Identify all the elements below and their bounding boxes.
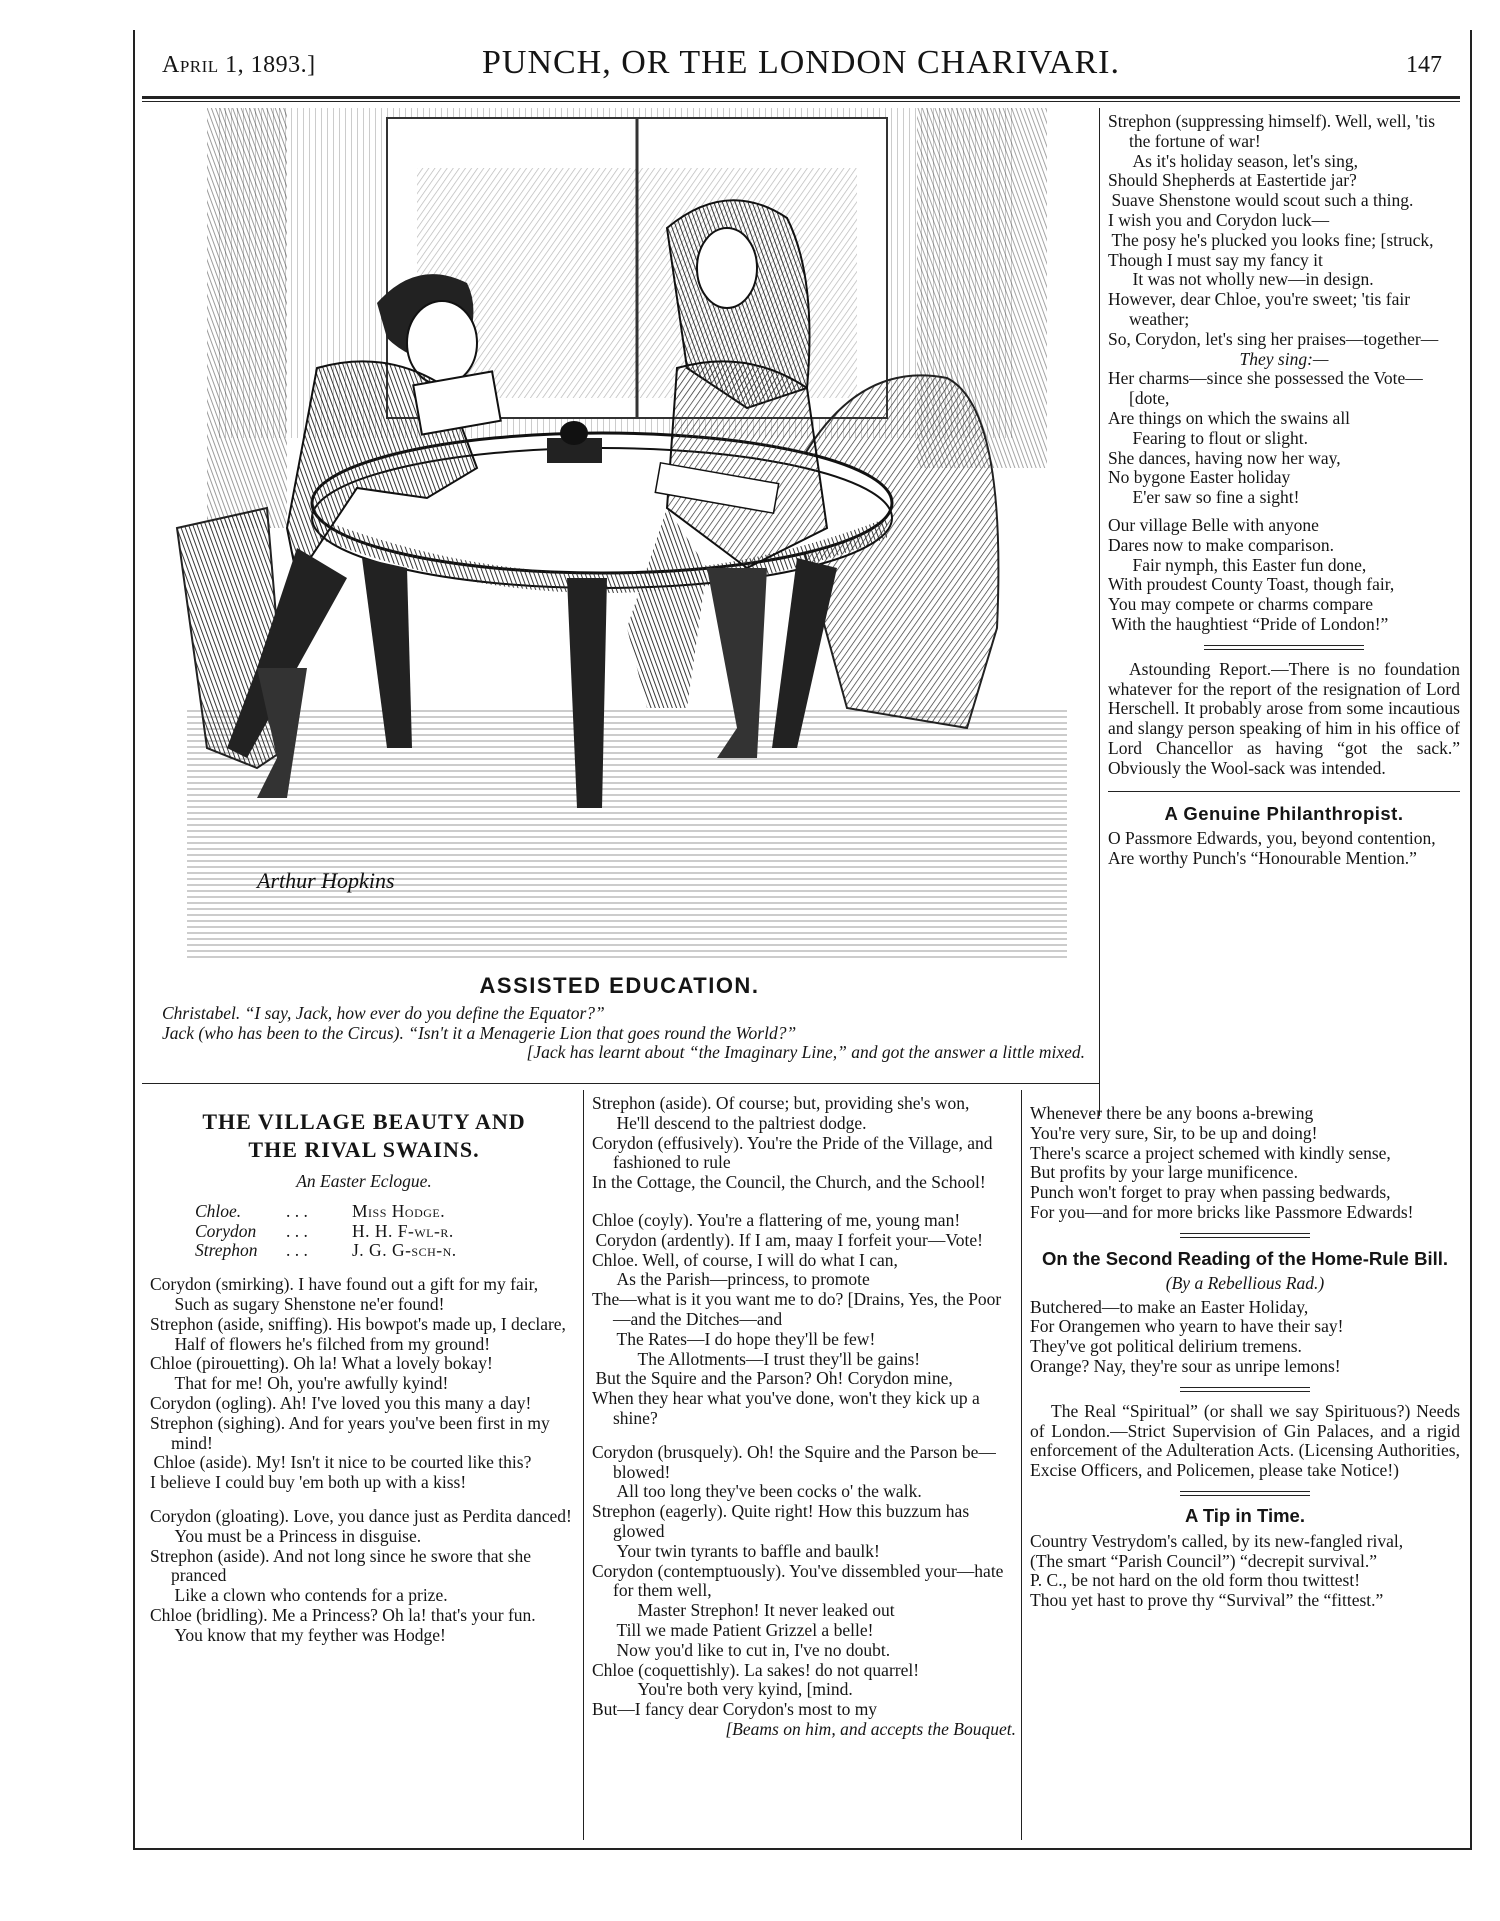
poem-subtitle: An Easter Eclogue. bbox=[296, 1171, 432, 1191]
verse-line: For Orangemen who yearn to have their say! bbox=[1030, 1316, 1344, 1337]
verse-line: Are things on which the swains all bbox=[1108, 407, 1351, 428]
issue-date: April 1, 1893.] bbox=[162, 52, 316, 78]
verse-line: Till we made Patient Grizzel a belle! bbox=[616, 1619, 874, 1640]
section-divider bbox=[1204, 645, 1364, 650]
verse-line: The Allotments—I trust they'll be gains! bbox=[637, 1348, 921, 1369]
verse-line: The Rates—I do hope they'll be few! bbox=[616, 1328, 876, 1349]
verse-line: Now you'd like to cut in, I've no doubt. bbox=[616, 1639, 891, 1660]
cast-row: Strephon . . . J. G. G-sch-n. bbox=[195, 1240, 457, 1261]
verse-line: P. C., be not hard on the old form thou twittest! bbox=[1030, 1570, 1361, 1591]
section-divider bbox=[1180, 1387, 1310, 1392]
verse-line: Corydon (contemptuously). You've dissembled your—hate for them well, bbox=[592, 1560, 1004, 1601]
verse-line: Chloe (aside). My! Isn't it nice to be courted like this? bbox=[153, 1452, 532, 1473]
verse-line: Butchered—to make an Easter Holiday, bbox=[1030, 1296, 1309, 1317]
verse-line: Country Vestrydom's called, by its new-fangled rival, bbox=[1030, 1530, 1404, 1551]
verse-line: Should Shepherds at Eastertide jar? bbox=[1108, 170, 1357, 191]
poem-column-1 bbox=[150, 1108, 578, 1646]
verse-line: Punch won't forget to pray when passing bedwards, bbox=[1030, 1182, 1391, 1203]
verse-line: She dances, having now her way, bbox=[1108, 447, 1341, 468]
verse-line: Strephon (eagerly). Quite right! How this buzzum has glowed bbox=[592, 1501, 970, 1541]
verse-line: Corydon (effusively). You're the Pride of the Village, and fashioned to rule bbox=[592, 1132, 993, 1173]
verse-line: Fair nymph, this Easter fun done, bbox=[1132, 554, 1367, 575]
verse-line: He'll descend to the paltriest dodge. bbox=[616, 1112, 867, 1133]
verse-line: But—I fancy dear Corydon's most to my bbox=[592, 1699, 878, 1720]
verse-heading: They sing:— bbox=[1239, 348, 1329, 369]
philanthropist-title: A Genuine Philanthropist. bbox=[1164, 802, 1404, 824]
poem-column-2 bbox=[592, 1094, 1016, 1740]
cast-row: Corydon . . . H. H. F-wl-r. bbox=[195, 1220, 454, 1241]
engraving-illustration bbox=[147, 108, 1087, 963]
verse-line: Chloe. Well, of course, I will do what I can, bbox=[592, 1249, 898, 1270]
verse-line: Chloe (coquettishly). La sakes! do not quarrel! bbox=[592, 1659, 920, 1680]
verse-line: I wish you and Corydon luck— bbox=[1108, 209, 1330, 230]
verse-line: O Passmore Edwards, you, beyond contention, bbox=[1108, 828, 1436, 849]
column-rule bbox=[1021, 1090, 1022, 1840]
verse-line: However, dear Chloe, you're sweet; 'tis fair weather; bbox=[1108, 289, 1411, 329]
header-rule bbox=[142, 96, 1460, 99]
masthead-title: PUNCH, OR THE LONDON CHARIVARI. bbox=[481, 44, 1120, 81]
verse-line: Are worthy Punch's “Honourable Mention.” bbox=[1108, 848, 1417, 869]
verse-line: Though I must say my fancy it bbox=[1108, 249, 1323, 270]
section-rule bbox=[1108, 791, 1460, 792]
verse-line: When they hear what you've done, won't they kick up a shine? bbox=[592, 1388, 980, 1428]
page-header bbox=[142, 44, 1460, 94]
verse-line: Corydon (brusquely). Oh! the Squire and the Parson be—blowed! bbox=[592, 1441, 996, 1482]
verse-line: Her charms—since she possessed the Vote— [dote, bbox=[1108, 368, 1423, 409]
verse-line: With the haughtiest “Pride of London!” bbox=[1111, 613, 1389, 634]
verse-line: Orange? Nay, they're sour as unripe lemons! bbox=[1030, 1355, 1341, 1376]
verse-stage-note: [Beams on him, and accepts the Bouquet. bbox=[725, 1718, 1016, 1739]
verse-line: Corydon (smirking). I have found out a gift for my fair, bbox=[150, 1274, 539, 1295]
verse-line: Half of flowers he's filched from my ground! bbox=[174, 1333, 491, 1354]
verse-line: Chloe (coyly). You're a flattering of me, young man! bbox=[592, 1209, 961, 1230]
poem-column-3 bbox=[1108, 112, 1460, 869]
caption-line-christabel: Christabel. “I say, Jack, how ever do you define the Equator?” bbox=[162, 1002, 605, 1023]
verse-line: Strephon (aside). And not long since he swore that she pranced bbox=[150, 1545, 532, 1586]
verse-line: With proudest County Toast, though fair, bbox=[1108, 574, 1395, 595]
verse-line: You're both very kyind, [mind. bbox=[637, 1679, 853, 1700]
verse-line: Master Strephon! It never leaked out bbox=[637, 1600, 895, 1621]
verse-line: Chloe (pirouetting). Oh la! What a lovely bokay! bbox=[150, 1353, 493, 1374]
verse-line: Corydon (ardently). If I am, maay I forfeit your—Vote! bbox=[595, 1229, 983, 1250]
verse-line: No bygone Easter holiday bbox=[1108, 467, 1291, 488]
verse-line: You're very sure, Sir, to be up and doing! bbox=[1030, 1122, 1318, 1143]
caption-rule bbox=[142, 1083, 1100, 1084]
tip-in-time-title: A Tip in Time. bbox=[1185, 1504, 1305, 1526]
verse-line: Strephon (aside). Of course; but, providing she's won, bbox=[592, 1093, 970, 1113]
verse-line: So, Corydon, let's sing her praises—together— bbox=[1108, 328, 1439, 349]
verse-line: That for me! Oh, you're awfully kyind! bbox=[174, 1373, 449, 1394]
verse-line: (The smart “Parish Council”) “decrepit survival.” bbox=[1030, 1550, 1377, 1571]
verse-line: But profits by your large munificence. bbox=[1030, 1162, 1298, 1183]
artist-signature: Arthur Hopkins bbox=[257, 868, 395, 893]
verse-line: The—what is it you want me to do? [Drains, Yes, the Poor—and the Ditches—and bbox=[592, 1289, 1002, 1329]
verse-line: You may compete or charms compare bbox=[1108, 594, 1374, 615]
verse-line: Dares now to make comparison. bbox=[1108, 534, 1334, 555]
verse-line: Strephon (aside, sniffing). His bowpot's made up, I declare, bbox=[150, 1313, 566, 1334]
header-rule-thin bbox=[142, 101, 1460, 102]
verse-line: Chloe (bridling). Me a Princess? Oh la! that's your fun. bbox=[150, 1604, 536, 1625]
verse-line: I believe I could buy 'em both up with a kiss! bbox=[150, 1472, 467, 1493]
verse-line: You must be a Princess in disguise. bbox=[174, 1525, 422, 1546]
cast-row: Chloe. . . . Miss Hodge. bbox=[195, 1200, 446, 1221]
verse-line: As it's holiday season, let's sing, bbox=[1132, 150, 1359, 171]
caption-stage-note: [Jack has learnt about “the Imaginary Line,” and got the answer a little mixed. bbox=[526, 1042, 1085, 1063]
column-rule bbox=[583, 1090, 584, 1840]
verse-line: They've got political delirium tremens. bbox=[1030, 1336, 1302, 1357]
section-divider bbox=[1180, 1233, 1310, 1238]
verse-line: It was not wholly new—in design. bbox=[1132, 269, 1374, 290]
verse-line: Thou yet hast to prove thy “Survival” the “fittest.” bbox=[1030, 1590, 1384, 1611]
verse-line: There's scarce a project schemed with kindly sense, bbox=[1030, 1142, 1391, 1163]
verse-line: Fearing to flout or slight. bbox=[1132, 427, 1308, 448]
verse-line: Corydon (gloating). Love, you dance just as Perdita danced! bbox=[150, 1505, 572, 1526]
right-column-bottom bbox=[1030, 1104, 1460, 1611]
verse-line: Your twin tyrants to baffle and baulk! bbox=[616, 1540, 880, 1561]
home-rule-byline: (By a Rebellious Rad.) bbox=[1165, 1272, 1325, 1293]
verse-line: For you—and for more bricks like Passmore Edwards! bbox=[1030, 1201, 1414, 1222]
column-rule bbox=[1099, 108, 1100, 1116]
verse-line: Strephon (sighing). And for years you've been first in my mind! bbox=[150, 1412, 550, 1453]
caption-line-jack: Jack (who has been to the Circus). “Isn't it a Menagerie Lion that goes round the World?” bbox=[162, 1022, 797, 1043]
cast-list bbox=[195, 1202, 463, 1261]
spiritual-needs-note: The Real “Spiritual” (or shall we say Spirituous?) Needs of London.—Strict Supervision of Gin Palaces, and a rigid enforcement of the Adulteration Acts. (Licensing Authorities, Excise Officers, and Policemen, please take Notice!) bbox=[1030, 1400, 1460, 1481]
poem-title-line-1: THE VILLAGE BEAUTY AND bbox=[202, 1109, 526, 1134]
caption-heading: ASSISTED EDUCATION. bbox=[479, 973, 760, 998]
verse-line: You know that my feyther was Hodge! bbox=[174, 1624, 446, 1645]
home-rule-title: On the Second Reading of the Home-Rule Bill. bbox=[1042, 1247, 1448, 1269]
illustration-caption bbox=[142, 973, 1097, 1063]
verse-line: Suave Shenstone would scout such a thing. bbox=[1111, 190, 1414, 211]
verse-line: Whenever there be any boons a-brewing bbox=[1030, 1103, 1314, 1123]
verse-line: As the Parish—princess, to promote bbox=[616, 1269, 870, 1290]
verse-line: Corydon (ogling). Ah! I've loved you this many a day! bbox=[150, 1392, 532, 1413]
verse-line: Strephon (suppressing himself). Well, well, 'tis the fortune of war! bbox=[1108, 111, 1436, 151]
verse-line: The posy he's plucked you looks fine; [struck, bbox=[1111, 229, 1434, 250]
page-number: 147 bbox=[1406, 52, 1442, 78]
verse-line: Our village Belle with anyone bbox=[1108, 514, 1319, 535]
section-divider bbox=[1180, 1491, 1310, 1496]
verse-line: E'er saw so fine a sight! bbox=[1132, 487, 1300, 508]
verse-line: Such as sugary Shenstone ne'er found! bbox=[174, 1293, 445, 1314]
verse-line: All too long they've been cocks o' the walk. bbox=[616, 1481, 922, 1502]
verse-line: In the Cottage, the Council, the Church, and the School! bbox=[592, 1172, 986, 1193]
poem-title-line-2: THE RIVAL SWAINS. bbox=[248, 1137, 480, 1162]
verse-line: Like a clown who contends for a prize. bbox=[174, 1585, 448, 1606]
verse-line: But the Squire and the Parson? Oh! Corydon mine, bbox=[595, 1368, 953, 1389]
astounding-report: Astounding Report.—There is no foundation whatever for the report of the resignation of Lord Herschell. It probably arose from some incautious and slangy person speaking of him in his office of Lord Chancellor as having “got the sack.” Obviously the Wool-sack was intended. bbox=[1108, 658, 1460, 778]
